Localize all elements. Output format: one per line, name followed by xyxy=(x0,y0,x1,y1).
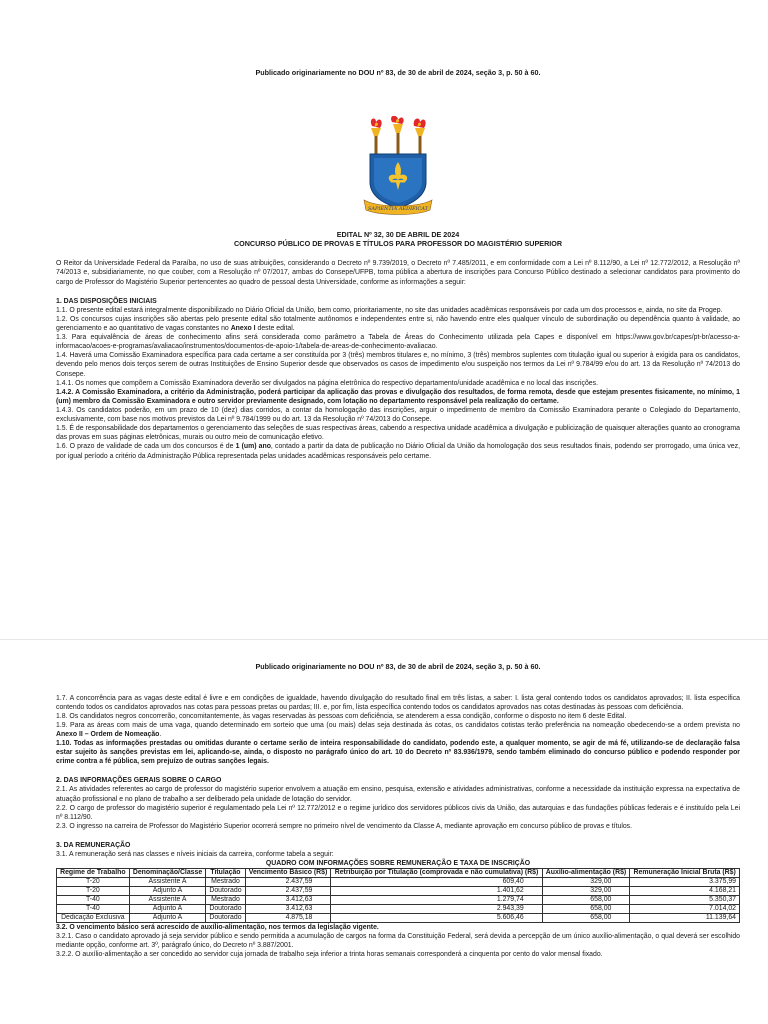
section-1-title: 1. DAS DISPOSIÇÕES INICIAIS xyxy=(56,297,157,305)
item-1-2: 1.2. Os concursos cujas inscrições são abertas pelo presente edital são totalmente autônomos e independentes entre si, não havendo entre eles qualquer vínculo de subordinação ou dependência quanto à validade, ao gerenciamento e ao quantitativo de vagas constantes no Anexo I deste edital. xyxy=(56,315,740,333)
item-1-4-3: 1.4.3. Os candidatos poderão, em um prazo de 10 (dez) dias corridos, a contar da homologação das inscrições, arguir o impedimento de membro da Comissão Examinadora perante o Colegiado do Departamento, exclusivamente, com base nos motivos previstos da Lei nº 9.784/1999 ou do art. 13 da Resolução nº 74/2013 do Consepe. xyxy=(56,407,740,424)
edital-title: EDITAL Nº 32, 30 DE ABRIL DE 2024 xyxy=(336,229,460,239)
item-3-1: 3.1. A remuneração será nas classes e níveis iniciais da carreira, conforme tabela a seguir: xyxy=(56,851,334,859)
table-cell: 5.350,37 xyxy=(630,896,740,905)
table-cell: Doutorado xyxy=(206,914,245,923)
table-cell: 329,00 xyxy=(542,878,630,887)
table-cell: 4.875,18 xyxy=(245,914,331,923)
table-row xyxy=(57,896,740,905)
item-1-1: 1.1. O presente edital estará integralmente disponibilizado no Diário Oficial da União, bem como, prioritariamente, no site das unidades acadêmicas responsáveis por cada um dos processos e, ainda, no site da Progep. xyxy=(56,306,723,314)
table-cell: 658,00 xyxy=(542,914,630,923)
publication-header-page-2: Publicado originariamente no DOU nº 83, de 30 de abril de 2024, seção 3, p. 50 à 60. xyxy=(255,662,541,671)
table-cell: T-20 xyxy=(57,878,130,887)
table-row xyxy=(57,887,740,896)
document-page-2 xyxy=(0,652,768,1024)
table-cell: Mestrado xyxy=(206,896,245,905)
table-cell: Assistente A xyxy=(129,896,206,905)
table-header-cell: Titulação xyxy=(206,869,245,878)
table-caption: QUADRO COM INFORMAÇÕES SOBRE REMUNERAÇÃO E TAXA DE INSCRIÇÃO xyxy=(265,860,531,868)
item-2-1: 2.1. As atividades referentes ao cargo de professor do magistério superior envolvem a atuação em ensino, pesquisa, extensão e atividades administrativas, conforme a necessidade da instituição expressa na expectativa de atuação profissional e no plano de trabalho a ser deliberado pela unidade de lotação do servidor. xyxy=(56,786,740,803)
item-1-10: 1.10. Todas as informações prestadas ou omitidas durante o certame serão de inteira responsabilidade do candidato, podendo este, a qualquer momento, se agir de má fé, utilizando-se de declaração falsa estar sujeito às sanções previstas em lei, aplicando-se, ainda, o disposto no parágrafo único do art. 10 do Decreto nº 83.936/1979, sendo também eliminado do concurso público e podendo responder por crime contra a fé pública, sem prejuízo de outras sanções legais. xyxy=(56,740,740,766)
table-cell: 658,00 xyxy=(542,896,630,905)
item-1-4: 1.4. Haverá uma Comissão Examinadora específica para cada certame a ser constituída por 3 (três) membros titulares e, no mínimo, 3 (três) membros suplentes com titulação igual ou superior à exigida para os candidatos, devendo pelo menos dois terços serem de outras Instituições de Ensino Superior desde que observados os casos de impedimento e/ou suspeição nos termos da Lei nº 9.784/99 e/ou do art. 13 da Resolução nº 74/2013 do Consepe. xyxy=(56,352,740,378)
item-1-4-2: 1.4.2. A Comissão Examinadora, a critério da Administração, poderá participar da aplicação das provas e divulgação dos resultados, de forma remota, desde que estejam presentes fisicamente, no mínimo, 1 (um) membro da Comissão Examinadora e outro servidor previamente designado, com lotação no departamento responsável pela realização do certame. xyxy=(56,388,740,405)
item-3-2-1: 3.2.1. Caso o candidato aprovado já seja servidor público e sendo permitida a acumulação de cargos na forma da Constituição Federal, será devida a percepção de um único auxílio-alimentação, o qual deverá ser escolhido mediante opção, conforme art. 3º, parágrafo único, do Decreto nº 3.887/2001. xyxy=(56,933,740,950)
table-cell: Mestrado xyxy=(206,878,245,887)
table-cell: T-20 xyxy=(57,887,130,896)
table-cell: Adjunto A xyxy=(129,905,206,914)
table-header-cell: Auxílio-alimentação (R$) xyxy=(542,869,630,878)
table-cell: 11.139,64 xyxy=(630,914,740,923)
table-header-row xyxy=(57,869,740,878)
table-cell: 4.168,21 xyxy=(630,887,740,896)
table-cell: Adjunto A xyxy=(129,887,206,896)
item-1-6: 1.6. O prazo de validade de cada um dos concursos é de 1 (um) ano, contado a partir da data de publicação no Diário Oficial da União da homologação dos seus resultados finais, podendo ser prorrogado, uma única vez, por igual período a critério da Administração Pública representada pelas unidades acadêmicas responsáveis pelo certame. xyxy=(56,443,740,460)
table-cell: 7.014,02 xyxy=(630,905,740,914)
remuneration-table xyxy=(56,868,740,923)
section-2-title: 2. DAS INFORMAÇÕES GERAIS SOBRE O CARGO xyxy=(56,777,222,785)
table-cell: 658,00 xyxy=(542,905,630,914)
item-1-8: 1.8. Os candidatos negros concorrerão, concomitantemente, às vagas reservadas às pessoas com deficiência, se atenderem a essa condição, conforme o disposto no item 6 deste Edital. xyxy=(56,712,627,720)
table-cell: Doutorado xyxy=(206,905,245,914)
svg-text:SAPIENTIA AEDIFICAT: SAPIENTIA AEDIFICAT xyxy=(367,205,429,212)
item-3-2: 3.2. O vencimento básico será acrescido de auxílio-alimentação, nos termos da legislação vigente. xyxy=(56,923,379,931)
table-cell: 3.375,99 xyxy=(630,878,740,887)
table-cell: T-40 xyxy=(57,905,130,914)
table-cell: 3.412,63 xyxy=(245,905,331,914)
item-3-2-2: 3.2.2. O auxílio-alimentação a ser concedido ao servidor cuja jornada de trabalho seja inferior a trinta horas semanais corresponderá a cinquenta por cento do valor mensal fixado. xyxy=(56,951,603,959)
table-row xyxy=(57,914,740,923)
table-cell: 329,00 xyxy=(542,887,630,896)
item-1-4-1: 1.4.1. Os nomes que compõem a Comissão Examinadora deverão ser divulgados na página eletrônica do respectivo departamento/unidade acadêmica e no local das inscrições. xyxy=(56,379,598,387)
table-cell: 5.606,46 xyxy=(331,914,542,923)
item-2-2: 2.2. O cargo de professor do magistério superior é regulamentado pela Lei nº 12.772/2012 e o regime jurídico dos servidores públicos civis da União, das autarquias e das fundações públicas federais e é instituído pela Lei nº 8.112/90. xyxy=(56,804,740,821)
table-cell: Doutorado xyxy=(206,887,245,896)
table-cell: 2.437,59 xyxy=(245,878,331,887)
item-1-5: 1.5. É de responsabilidade dos departamentos o gerenciamento das seleções de suas respectivas áreas, cabendo a respectiva unidade acadêmica a divulgação e publicização de quaisquer alterações quanto ao cronograma das provas em suas páginas eletrônicas, murais ou outro meio de comunicação efetivo. xyxy=(56,425,740,442)
publication-header: Publicado originariamente no DOU nº 83, de 30 de abril de 2024, seção 3, p. 50 à 60. xyxy=(255,68,541,77)
item-1-7: 1.7. A concorrência para as vagas deste edital é livre e em condições de igualdade, havendo divulgação do resultado final em três listas, a saber: I. lista geral contendo todos os candidatos aprovados; II. lista específica contendo todos os candidatos aprovados nas cotas para pessoas pretas ou pardas; III. e, por fim, lista específica contendo todos os candidatos aprovados nas cotas destinadas às pessoas com deficiência. xyxy=(56,694,740,711)
intro-paragraph: O Reitor da Universidade Federal da Paraíba, no uso de suas atribuições, considerando o Decreto nº 9.739/2019, o Decreto nº 7.485/2011, e em conformidade com a Lei nº 8.112/90, a Lei nº 12.772/2012, a Resolução nº 74/2013 e, subsidiariamente, no que couber, com a Resolução nº 07/2017, ambas do Consepe/UFPB, torna pública a abertura de inscrições para Concurso Público destinado a selecionar candidatos para provimento do cargo de Professor do Magistério Superior pertencentes ao quadro de pessoal desta Universidade, conforme as informações a seguir: xyxy=(56,260,740,286)
ufpb-crest-icon xyxy=(358,116,438,216)
edital-title-block xyxy=(56,230,740,250)
table-cell: 2.943,39 xyxy=(331,905,542,914)
section-3-title: 3. DA REMUNERAÇÃO xyxy=(56,842,131,850)
table-cell: Assistente A xyxy=(129,878,206,887)
table-cell: T-40 xyxy=(57,896,130,905)
table-row xyxy=(57,905,740,914)
table-cell: 3.412,63 xyxy=(245,896,331,905)
item-1-3: 1.3. Para equivalência de áreas de conhecimento afins será considerada como parâmetro a Tabela de Áreas do Conhecimento utilizada pela Capes e disponível em https://www.gov.br/capes/pt-br/acesso-a-informacao/acoes-e-programas/avaliacao/instrumentos/documentos-de-apoio-1/tabela-de-areas-de-conhecimento-avaliacao. xyxy=(56,334,740,351)
table-cell: 1.279,74 xyxy=(331,896,542,905)
table-cell: 2.437,59 xyxy=(245,887,331,896)
table-header-cell: Denominação/Classe xyxy=(129,869,206,878)
table-header-cell: Retribuição por Titulação (comprovada e não cumulativa) (R$) xyxy=(331,869,542,878)
table-cell: 609,40 xyxy=(331,878,542,887)
table-header-cell: Regime de Trabalho xyxy=(57,869,130,878)
table-cell: Adjunto A xyxy=(129,914,206,923)
edital-subtitle: CONCURSO PÚBLICO DE PROVAS E TÍTULOS PARA PROFESSOR DO MAGISTÉRIO SUPERIOR xyxy=(233,239,563,249)
table-cell: Dedicação Exclusiva xyxy=(57,914,130,923)
item-1-9: 1.9. Para as áreas com mais de uma vaga, quando determinado em sorteio que uma (ou mais) delas seja destinada às cotas, os candidatos cotistas terão preferência na nomeação obedecendo-se a ordem prevista no Anexo II – Ordem de Nomeação. xyxy=(56,721,740,738)
table-cell: 1.401,62 xyxy=(331,887,542,896)
item-2-3: 2.3. O ingresso na carreira de Professor do Magistério Superior ocorrerá sempre no primeiro nível de vencimento da Classe A, mediante aprovação em concurso público de provas e títulos. xyxy=(56,822,633,830)
table-header-cell: Remuneração Inicial Bruta (R$) xyxy=(630,869,740,878)
table-row xyxy=(57,878,740,887)
table-header-cell: Vencimento Básico (R$) xyxy=(245,869,331,878)
